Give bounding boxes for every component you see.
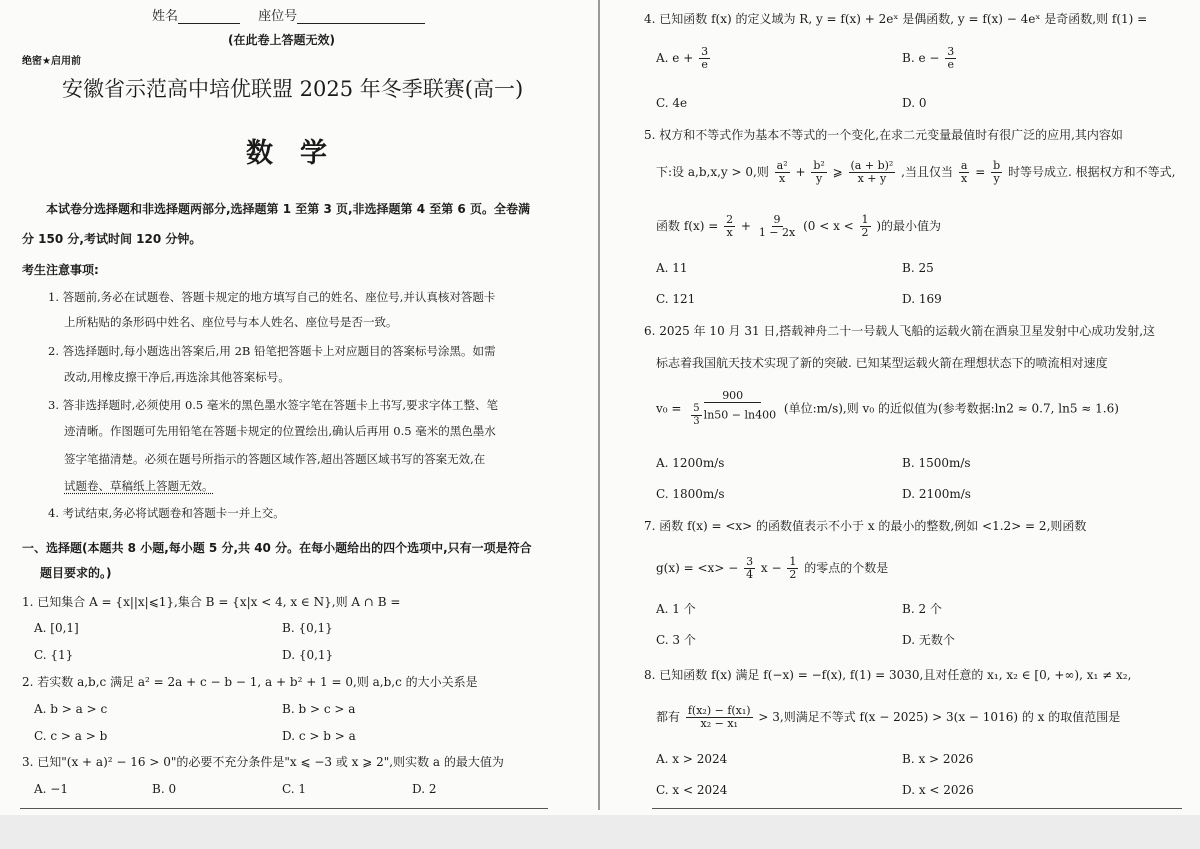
q5-frac-3 bbox=[849, 160, 896, 185]
q4-option-c[interactable]: C. 4e bbox=[656, 96, 688, 110]
q5-line-3 bbox=[656, 214, 941, 239]
q8-fraction bbox=[686, 705, 753, 730]
q2-option-d[interactable]: D. c > b > a bbox=[282, 729, 356, 743]
q5-g-frac-2-den: 1 − 2x bbox=[758, 226, 796, 239]
q2-stem: 2. 若实数 a,b,c 满足 a² = 2a + c − b − 1, a + b² + 1 = 0,则 a,b,c 的大小关系是 bbox=[22, 675, 478, 689]
seat-blank[interactable] bbox=[297, 11, 425, 24]
q5-g-frac-3-num: 1 bbox=[861, 213, 869, 226]
q8-line-2-pre: 都有 bbox=[656, 710, 681, 724]
q5-line-2-mid: ,当且仅当 bbox=[901, 165, 953, 179]
q5-frac-2 bbox=[811, 160, 826, 185]
q4-option-d[interactable]: D. 0 bbox=[902, 96, 927, 110]
note-line-6: 迹清晰。作图题可先用铅笔在答题卡规定的位置绘出,确认后再用 0.5 毫米的黑色墨水 bbox=[64, 424, 496, 438]
q2-option-b[interactable]: B. b > c > a bbox=[282, 702, 356, 716]
q5-frac-2-den: y bbox=[815, 172, 823, 185]
q4-stem: 4. 已知函数 f(x) 的定义域为 R, y = f(x) + 2eˣ 是偶函数, y = f(x) − 4eˣ 是奇函数,则 f(1) = bbox=[644, 12, 1148, 26]
q5-g-frac-2 bbox=[757, 214, 797, 239]
q6-option-b[interactable]: B. 1500m/s bbox=[902, 456, 971, 470]
note-line-9: 4. 考试结束,务必将试题卷和答题卡一并上交。 bbox=[48, 506, 285, 520]
q7-formula bbox=[656, 556, 888, 581]
q5-frac-4 bbox=[959, 160, 970, 185]
q8-option-a[interactable]: A. x > 2024 bbox=[656, 752, 728, 766]
note-line-4: 改动,用橡皮擦干净后,再选涂其他答案标号。 bbox=[64, 370, 290, 384]
q2-option-c[interactable]: C. c > a > b bbox=[34, 729, 108, 743]
q5-g-frac-1 bbox=[724, 214, 735, 239]
q7-frac-1 bbox=[744, 556, 755, 581]
exam-title: 安徽省示范高中培优联盟 2025 年冬季联赛(高一) bbox=[62, 77, 524, 101]
q2-option-a[interactable]: A. b > a > c bbox=[34, 702, 108, 716]
left-bottom-rule bbox=[20, 808, 548, 809]
q4-b-label: B. e − bbox=[902, 51, 940, 65]
q5-frac-1 bbox=[775, 160, 790, 185]
q6-v-den-num: 5 bbox=[693, 403, 700, 414]
q4-a-label: A. e + bbox=[656, 51, 694, 65]
q5-plus-2: + bbox=[740, 219, 751, 233]
q6-formula bbox=[656, 390, 1119, 428]
q1-stem: 1. 已知集合 A = {x||x|⩽1},集合 B = {x|x < 4, x ∈ N},则 A ∩ B = bbox=[22, 595, 401, 609]
name-label: 姓名 bbox=[152, 9, 179, 24]
q8-option-d[interactable]: D. x < 2026 bbox=[902, 783, 974, 797]
q5-frac-5-num: b bbox=[993, 159, 1001, 172]
q4-a-fraction bbox=[699, 46, 710, 71]
q6-v-den bbox=[687, 403, 778, 428]
q7-option-a[interactable]: A. 1 个 bbox=[656, 602, 696, 616]
q6-v-den-frac bbox=[691, 403, 701, 428]
q5-frac-1-num: a² bbox=[776, 159, 788, 172]
q7-frac-2 bbox=[787, 556, 798, 581]
page-bottom-margin bbox=[0, 815, 1200, 849]
q8-line-2-post: > 3,则满足不等式 f(x − 2025) > 3(x − 1016) 的 x 的取值范围是 bbox=[758, 710, 1121, 724]
section-heading-2: 题目要求的。) bbox=[40, 566, 112, 580]
q5-option-a[interactable]: A. 11 bbox=[656, 261, 688, 275]
q8-frac-den: x₂ − x₁ bbox=[700, 717, 738, 730]
q5-g-frac-1-num: 2 bbox=[726, 213, 734, 226]
q6-v-pre: v₀ = bbox=[656, 401, 682, 416]
q1-option-c[interactable]: C. {1} bbox=[34, 648, 74, 662]
q6-v-num: 900 bbox=[704, 390, 761, 403]
q4-option-b[interactable] bbox=[902, 46, 958, 71]
q5-g-frac-1-den: x bbox=[726, 226, 733, 239]
note-line-5: 3. 答非选择题时,必须使用 0.5 毫米的黑色墨水签字笔在答题卡上书写,要求字体工整、笔 bbox=[48, 398, 499, 412]
q5-line-2-pre: 下:设 a,b,x,y > 0,则 bbox=[656, 165, 769, 179]
q7-frac-2-den: 2 bbox=[789, 568, 797, 581]
q5-frac-3-den: x + y bbox=[857, 172, 887, 185]
q8-line-2 bbox=[656, 705, 1120, 730]
q5-geq: ⩾ bbox=[832, 165, 843, 179]
q5-g-frac-3-den: 2 bbox=[861, 226, 869, 239]
q6-v-den-den: 3 bbox=[693, 416, 700, 427]
q7-g-pre: g(x) = <x> − bbox=[656, 561, 739, 575]
q5-line-3-post: )的最小值为 bbox=[876, 219, 942, 233]
q5-frac-5 bbox=[991, 160, 1002, 185]
q5-line-2 bbox=[656, 160, 1175, 185]
q6-v-den-rest: ln50 − ln400 bbox=[703, 408, 777, 422]
q5-frac-3-num: (a + b)² bbox=[850, 159, 894, 172]
secret-mark: 绝密★启用前 bbox=[22, 56, 81, 67]
q6-v-fraction bbox=[687, 390, 778, 428]
q5-frac-4-den: x bbox=[960, 172, 968, 185]
column-divider bbox=[598, 0, 600, 810]
q3-option-a[interactable]: A. −1 bbox=[34, 782, 68, 796]
q4-a-num: 3 bbox=[701, 45, 709, 58]
q5-g-frac-3 bbox=[860, 214, 871, 239]
q1-option-d[interactable]: D. {0,1} bbox=[282, 648, 334, 662]
q5-frac-4-num: a bbox=[960, 159, 968, 172]
q5-frac-2-num: b² bbox=[813, 159, 825, 172]
name-field bbox=[152, 10, 425, 24]
q3-option-c[interactable]: C. 1 bbox=[282, 782, 307, 796]
q8-line-1: 8. 已知函数 f(x) 满足 f(−x) = −f(x), f(1) = 3030,且对任意的 x₁, x₂ ∈ [0, +∞), x₁ ≠ x₂, bbox=[644, 668, 1132, 682]
q4-a-den: e bbox=[701, 58, 708, 71]
q4-b-fraction bbox=[945, 46, 956, 71]
q5-line-1: 5. 权方和不等式作为基本不等式的一个变化,在求二元变量最值时有很广泛的应用,其内容如 bbox=[644, 128, 1123, 142]
q8-option-b[interactable]: B. x > 2026 bbox=[902, 752, 974, 766]
q7-option-c[interactable]: C. 3 个 bbox=[656, 633, 696, 647]
invalid-notice: (在此卷上答题无效) bbox=[228, 33, 335, 47]
q4-b-den: e bbox=[947, 58, 954, 71]
note-line-8: 试题卷、草稿纸上答题无效。 bbox=[64, 479, 214, 493]
q7-line-1: 7. 函数 f(x) = <x> 的函数值表示不小于 x 的最小的整数,例如 <1.2> = 2,则函数 bbox=[644, 519, 1087, 533]
q5-option-c[interactable]: C. 121 bbox=[656, 292, 696, 306]
q5-line-3-pre: 函数 f(x) = bbox=[656, 219, 719, 233]
q7-g-post: 的零点的个数是 bbox=[804, 561, 889, 575]
q5-frac-1-den: x bbox=[779, 172, 786, 185]
q5-eq: = bbox=[975, 165, 986, 179]
q7-frac-1-num: 3 bbox=[746, 555, 754, 568]
note-line-3: 2. 答选择题时,每小题选出答案后,用 2B 铅笔把答题卡上对应题目的答案标号涂黑。如需 bbox=[48, 344, 496, 358]
q7-frac-2-num: 1 bbox=[789, 555, 797, 568]
q7-frac-1-den: 4 bbox=[746, 568, 754, 581]
q6-line-1: 6. 2025 年 10 月 31 日,搭载神舟二十一号载人飞船的运载火箭在酒泉卫星发射中心成功发射,这 bbox=[644, 324, 1156, 338]
q6-option-c[interactable]: C. 1800m/s bbox=[656, 487, 725, 501]
q7-g-mid: x − bbox=[760, 561, 782, 575]
q5-frac-5-den: y bbox=[993, 172, 1000, 185]
q4-option-a[interactable] bbox=[656, 46, 712, 71]
q5-line-2-post: 时等号成立. 根据权方和不等式, bbox=[1007, 165, 1176, 179]
q8-frac-num: f(x₂) − f(x₁) bbox=[687, 704, 751, 717]
q5-option-d[interactable]: D. 169 bbox=[902, 292, 942, 306]
q8-option-c[interactable]: C. x < 2024 bbox=[656, 783, 728, 797]
q3-option-b[interactable]: B. 0 bbox=[152, 782, 177, 796]
intro-line-2: 分 150 分,考试时间 120 分钟。 bbox=[22, 232, 202, 246]
note-line-2: 上所粘贴的条形码中姓名、座位号与本人姓名、座位号是否一致。 bbox=[64, 315, 398, 329]
q3-stem: 3. 已知"(x + a)² − 16 > 0"的必要不充分条件是"x ⩽ −3 或 x ⩾ 2",则实数 a 的最大值为 bbox=[22, 755, 504, 769]
q7-option-d[interactable]: D. 无数个 bbox=[902, 633, 955, 647]
q5-plus: + bbox=[795, 165, 806, 179]
q1-option-b[interactable]: B. {0,1} bbox=[282, 621, 333, 635]
section-heading-1: 一、选择题(本题共 8 小题,每小题 5 分,共 40 分。在每小题给出的四个选项中,只有一项是符合 bbox=[22, 541, 532, 555]
q1-option-a[interactable]: A. [0,1] bbox=[34, 621, 79, 635]
subject-title: 数 学 bbox=[246, 138, 327, 169]
note-line-1: 1. 答题前,务必在试题卷、答题卡规定的地方填写自己的姓名、座位号,并认真核对答题卡 bbox=[48, 290, 496, 304]
right-bottom-rule bbox=[652, 808, 1182, 809]
q4-b-num: 3 bbox=[947, 45, 955, 58]
notes-title: 考生注意事项: bbox=[22, 263, 99, 277]
name-blank[interactable] bbox=[178, 11, 240, 24]
q6-v-post: (单位:m/s),则 v₀ 的近似值为(参考数据:ln2 ≈ 0.7, ln5 ≈ 1.6) bbox=[783, 401, 1119, 416]
q6-option-d[interactable]: D. 2100m/s bbox=[902, 487, 971, 501]
seat-label: 座位号 bbox=[258, 9, 298, 24]
q7-option-b[interactable]: B. 2 个 bbox=[902, 602, 942, 616]
q5-option-b[interactable]: B. 25 bbox=[902, 261, 934, 275]
note-line-7: 签字笔描清楚。必须在题号所指示的答题区域作答,超出答题区域书写的答案无效,在 bbox=[64, 452, 486, 466]
q3-option-d[interactable]: D. 2 bbox=[412, 782, 437, 796]
intro-line-1: 本试卷分选择题和非选择题两部分,选择题第 1 至第 3 页,非选择题第 4 至第 6 页。全卷满 bbox=[46, 202, 530, 216]
q5-g-frac-2-num: 9 bbox=[773, 213, 781, 226]
q6-line-2: 标志着我国航天技术实现了新的突破. 已知某型运载火箭在理想状态下的喷流相对速度 bbox=[656, 356, 1108, 370]
q5-line-3-mid: (0 < x < bbox=[803, 219, 854, 233]
q6-option-a[interactable]: A. 1200m/s bbox=[656, 456, 725, 470]
